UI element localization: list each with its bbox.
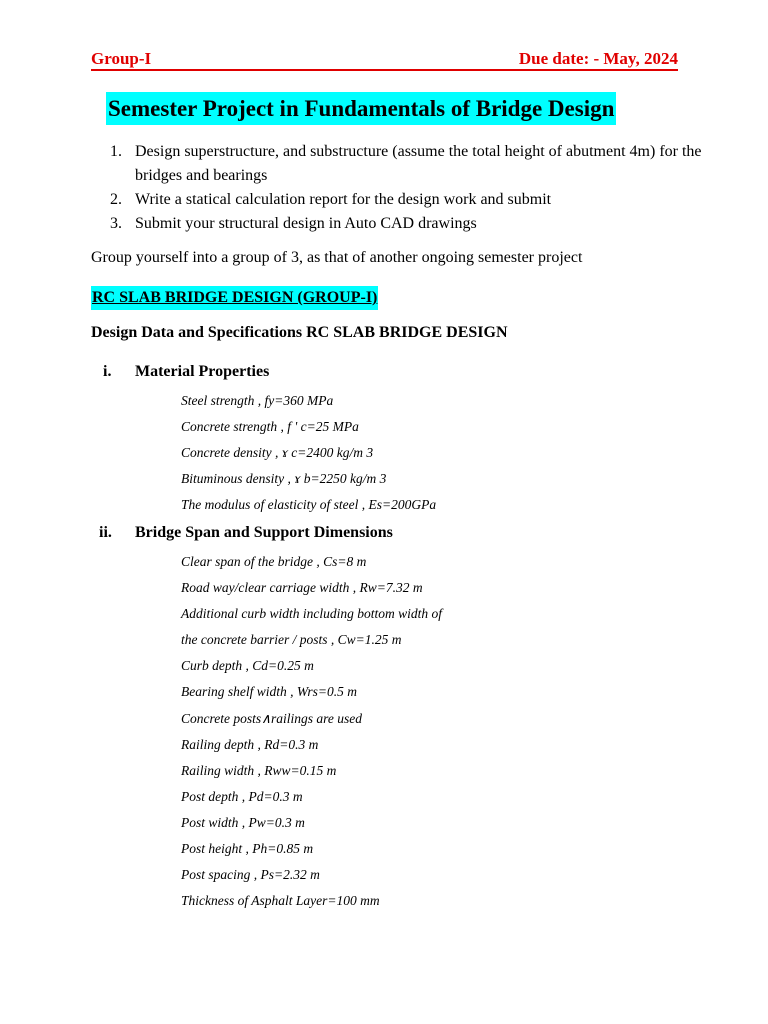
- task-number: 1.: [110, 143, 122, 160]
- rc-slab-heading: RC SLAB BRIDGE DESIGN (GROUP-I): [91, 286, 378, 310]
- task-list: [110, 140, 710, 236]
- spec-item: Concrete posts∧railings are used: [181, 710, 362, 726]
- section-label: Bridge Span and Support Dimensions: [135, 524, 393, 541]
- spec-item: Road way/clear carriage width , Rw=7.32 m: [181, 580, 423, 596]
- due-date: Due date: - May, 2024: [518, 49, 678, 68]
- spec-item: the concrete barrier / posts , Cw=1.25 m: [181, 632, 402, 648]
- section-numeral: ii.: [99, 524, 112, 541]
- spec-item: Railing width , Rww=0.15 m: [181, 762, 337, 778]
- spec-item: Thickness of Asphalt Layer=100 mm: [181, 893, 380, 909]
- task-text: Design superstructure, and substructure (assume the total height of abutment 4m) for the bridges and bearings: [135, 143, 702, 184]
- task-item: [110, 188, 710, 212]
- material-properties-list: [181, 388, 436, 518]
- spec-item: Post height , Ph=0.85 m: [181, 841, 314, 857]
- spec-item: Curb depth , Cd=0.25 m: [181, 658, 314, 674]
- group-note: Group yourself into a group of 3, as that of another ongoing semester project: [91, 249, 583, 266]
- page-header: [91, 49, 678, 71]
- span-dimensions-list: [181, 549, 442, 914]
- spec-item: Post width , Pw=0.3 m: [181, 814, 305, 830]
- design-data-heading: Design Data and Specifications RC SLAB BRIDGE DESIGN: [91, 324, 508, 341]
- spec-item: Bearing shelf width , Wrs=0.5 m: [181, 684, 357, 700]
- spec-item: Additional curb width including bottom width of: [181, 606, 443, 622]
- task-text: Write a statical calculation report for the design work and submit: [135, 191, 552, 208]
- section-numeral: i.: [103, 363, 112, 380]
- group-label: Group-I: [91, 49, 152, 68]
- task-number: 3.: [110, 215, 122, 232]
- section-label: Material Properties: [135, 363, 270, 380]
- spec-item: Post spacing , Ps=2.32 m: [181, 867, 320, 883]
- spec-item: Concrete strength , f ' c=25 MPa: [181, 419, 359, 435]
- task-item: [110, 212, 710, 236]
- spec-item: Bituminous density , ɤ b=2250 kg/m 3: [181, 471, 387, 487]
- spec-item: Clear span of the bridge , Cs=8 m: [181, 554, 367, 569]
- spec-item: Railing depth , Rd=0.3 m: [181, 736, 319, 752]
- spec-item: The modulus of elasticity of steel , Es=200GPa: [181, 497, 437, 513]
- spec-item: Steel strength , fy=360 MPa: [181, 393, 334, 408]
- task-number: 2.: [110, 191, 122, 208]
- spec-item: Concrete density , ɤ c=2400 kg/m 3: [181, 445, 374, 461]
- task-item: [110, 140, 710, 188]
- document-title: Semester Project in Fundamentals of Bridge Design: [106, 92, 616, 125]
- task-text: Submit your structural design in Auto CAD drawings: [135, 215, 477, 232]
- spec-item: Post depth , Pd=0.3 m: [181, 788, 303, 804]
